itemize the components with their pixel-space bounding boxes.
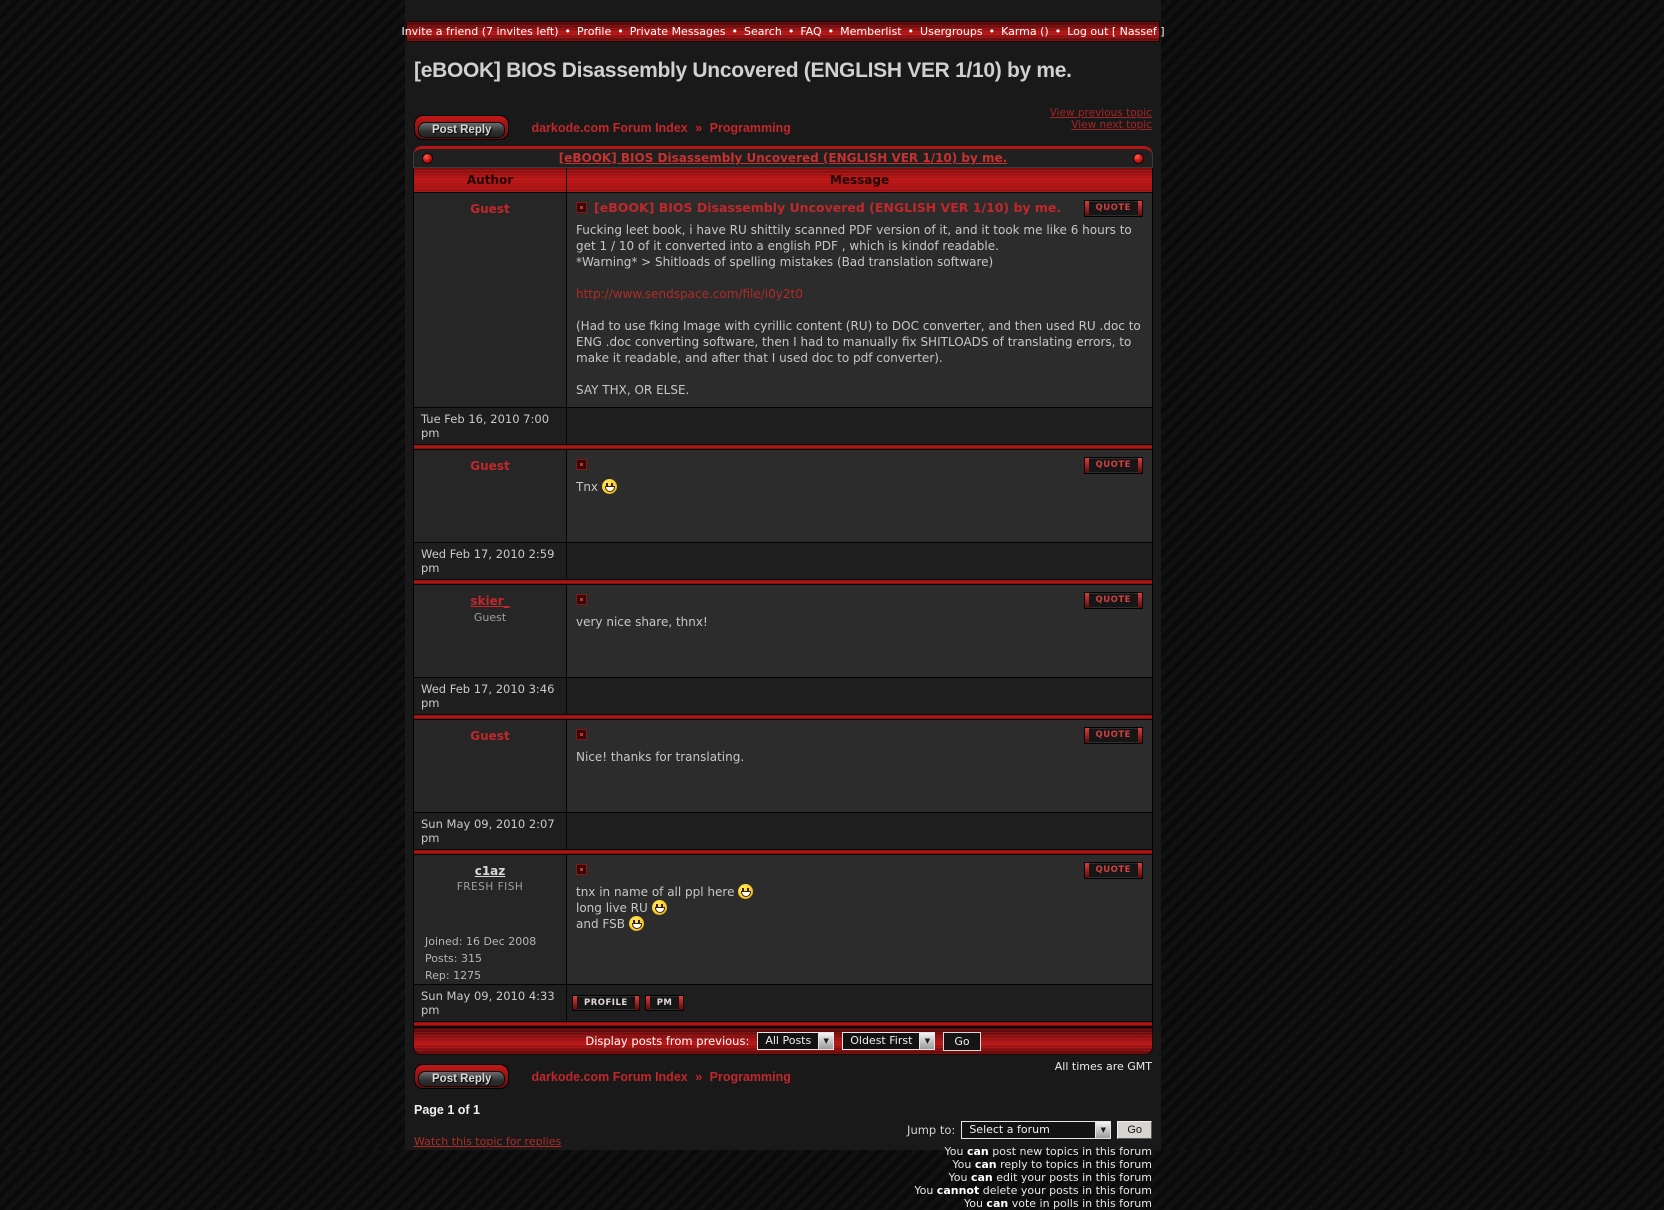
watch-topic-link[interactable]: Watch this topic for replies	[414, 1135, 562, 1148]
nav-invite-friend[interactable]: Invite a friend (7 invites left)	[401, 25, 559, 38]
jump-to-area	[907, 1121, 1152, 1210]
display-go-button[interactable]: Go	[943, 1032, 980, 1051]
post-body	[576, 749, 1143, 765]
topic-bullet-icon	[1134, 154, 1143, 163]
post-subject-row	[576, 727, 1143, 742]
post-reply-label: Post Reply	[418, 1071, 505, 1087]
quote-button[interactable]: QUOTE	[1084, 457, 1143, 474]
post-message-cell	[567, 855, 1152, 984]
top-toolbar	[414, 107, 1152, 140]
author-rank: FRESH FISH	[456, 881, 524, 893]
grin-smiley-icon	[629, 916, 644, 931]
permission-line: You can edit your posts in this forum	[948, 1171, 1152, 1184]
topic-title-link[interactable]: [eBOOK] BIOS Disassembly Uncovered (ENGLISH VER 1/10) by me.	[558, 151, 1008, 165]
page-title: [eBOOK] BIOS Disassembly Uncovered (ENGLISH VER 1/10) by me.	[414, 59, 1072, 82]
footer-area	[414, 1121, 1152, 1210]
posts-table	[413, 168, 1153, 1027]
quote-button[interactable]: QUOTE	[1084, 727, 1143, 744]
post-subject-row	[576, 457, 1143, 472]
posts-filter-value: All Posts	[765, 1034, 812, 1047]
post-timestamp: Sun May 09, 2010 4:33 pm	[414, 985, 566, 1021]
author-column-header: Author	[414, 168, 566, 192]
breadcrumb	[531, 1070, 790, 1084]
permission-line: You can post new topics in this forum	[944, 1145, 1152, 1158]
breadcrumb-section[interactable]: Programming	[709, 1069, 791, 1084]
post-message-cell	[567, 450, 1152, 542]
post-body	[576, 884, 1143, 932]
quote-button[interactable]: QUOTE	[1084, 592, 1143, 609]
author-name: Guest	[470, 202, 510, 216]
post-separator	[414, 1022, 1152, 1026]
breadcrumb-separator: »	[695, 1069, 703, 1084]
nav-separator: •	[787, 25, 795, 38]
message-column-header: Message	[567, 168, 1152, 192]
post-text: very nice share, thnx!	[576, 615, 708, 629]
posts-filter-select[interactable]	[757, 1032, 834, 1050]
post-timestamp: Tue Feb 16, 2010 7:00 pm	[414, 408, 566, 444]
jump-to-label: Jump to:	[907, 1123, 956, 1137]
post-subject: [eBOOK] BIOS Disassembly Uncovered (ENGLISH VER 1/10) by me.	[594, 200, 1062, 215]
post-message-cell	[567, 720, 1152, 812]
permission-line: You cannot delete your posts in this forum	[914, 1184, 1152, 1197]
sort-order-select[interactable]	[842, 1032, 935, 1050]
profile-button[interactable]: PROFILE	[572, 995, 640, 1012]
post-reply-button[interactable]	[414, 1064, 509, 1089]
post-body	[576, 222, 1143, 398]
post-footer-cell	[567, 678, 1152, 714]
author-name[interactable]: skier_	[470, 594, 510, 608]
post-paragraph: *Warning* > Shitloads of spelling mistakes (Bad translation software)	[576, 255, 994, 269]
post-text: tnx in name of all ppl here	[576, 885, 735, 899]
post-footer-cell	[567, 543, 1152, 579]
post-author-cell	[414, 193, 566, 407]
display-posts-bar	[413, 1027, 1153, 1055]
author-details	[414, 933, 566, 984]
topic-header-bar	[413, 146, 1153, 168]
dropdown-arrow-icon: ▼	[919, 1033, 934, 1049]
forum-page-panel	[401, 0, 1165, 1210]
forum-jump-select[interactable]	[961, 1121, 1111, 1139]
nav-search[interactable]: Search	[744, 25, 782, 38]
pm-button[interactable]: PM	[645, 995, 685, 1012]
nav-separator: •	[827, 25, 835, 38]
nav-memberlist[interactable]: Memberlist	[840, 25, 902, 38]
forum-permissions	[907, 1145, 1152, 1210]
post-icon	[576, 594, 587, 605]
post-timestamp: Wed Feb 17, 2010 2:59 pm	[414, 543, 566, 579]
post-body	[576, 614, 1143, 630]
quote-button[interactable]: QUOTE	[1084, 200, 1143, 217]
post-body	[576, 479, 1143, 495]
display-posts-label: Display posts from previous:	[585, 1034, 750, 1048]
nav-profile[interactable]: Profile	[577, 25, 612, 38]
post-reply-button[interactable]	[414, 115, 509, 140]
post-message-cell	[567, 193, 1152, 407]
sendspace-link[interactable]: http://www.sendspace.com/file/i0y2t0	[576, 287, 803, 301]
post-icon	[576, 729, 587, 740]
nav-faq[interactable]: FAQ	[800, 25, 822, 38]
post-author-cell	[414, 855, 566, 984]
post-footer-cell	[567, 985, 1152, 1021]
post-subject-row	[576, 862, 1143, 877]
jump-go-button[interactable]: Go	[1117, 1121, 1152, 1139]
forum-jump-value: Select a forum	[969, 1123, 1050, 1136]
nav-separator: •	[988, 25, 996, 38]
nav-separator: •	[617, 25, 624, 38]
all-times-label: All times are GMT	[1054, 1060, 1152, 1073]
nav-usergroups[interactable]: Usergroups	[920, 25, 983, 38]
post-author-cell	[414, 585, 566, 677]
post-separator	[414, 580, 1152, 584]
dropdown-arrow-icon: ▼	[818, 1033, 833, 1049]
author-rank: Guest	[473, 611, 507, 624]
breadcrumb-forum-index[interactable]: darkode.com Forum Index	[531, 1069, 688, 1084]
jump-to-row	[907, 1121, 1152, 1139]
post-author-cell	[414, 720, 566, 812]
topic-bullet-icon	[423, 154, 432, 163]
sort-order-value: Oldest First	[850, 1034, 913, 1047]
page-indicator: Page 1 of 1	[414, 1103, 480, 1117]
post-text: long live RU	[576, 901, 648, 915]
nav-separator: •	[731, 25, 739, 38]
grin-smiley-icon	[738, 884, 753, 899]
post-timestamp: Sun May 09, 2010 2:07 pm	[414, 813, 566, 849]
nav-separator: •	[564, 25, 572, 38]
post-icon	[576, 864, 587, 875]
post-separator	[414, 850, 1152, 854]
topic-navigation-links	[1050, 107, 1152, 131]
post-separator	[414, 445, 1152, 449]
author-rep: Rep: 1275	[425, 969, 482, 982]
author-name: Guest	[470, 729, 510, 743]
grin-smiley-icon	[602, 479, 617, 494]
grin-smiley-icon	[652, 900, 667, 915]
author-joined: Joined: 16 Dec 2008	[425, 935, 537, 948]
post-subject-row	[576, 200, 1143, 215]
top-navigation	[401, 21, 1165, 42]
post-separator	[414, 715, 1152, 719]
permission-line: You can vote in polls in this forum	[963, 1197, 1152, 1210]
post-paragraph: Fucking leet book, i have RU shittily scanned PDF version of it, and it took me like 6 hours to get 1 / 10 of it converted into a english PDF , which is kindof readable.	[576, 223, 1132, 253]
bottom-toolbar	[414, 1060, 1152, 1089]
post-icon	[576, 459, 587, 470]
post-author-cell	[414, 450, 566, 542]
breadcrumb-section[interactable]: Programming	[709, 120, 791, 135]
nav-logout[interactable]: Log out [ Nassef ]	[1067, 25, 1165, 38]
author-name[interactable]: c1az	[474, 864, 506, 878]
post-message-cell	[567, 585, 1152, 677]
post-text: Tnx	[576, 480, 599, 494]
nav-private-messages[interactable]: Private Messages	[629, 25, 726, 38]
dropdown-arrow-icon: ▼	[1095, 1122, 1110, 1138]
post-icon	[576, 202, 587, 213]
post-paragraph: (Had to use fking Image with cyrillic content (RU) to DOC converter, and then used RU .doc to ENG .doc converting software, then I had to manually fix SHITLOADS of translating errors, to make it readable, and after that I used doc to pdf converter).	[576, 319, 1141, 365]
post-reply-label: Post Reply	[418, 122, 505, 138]
author-name: Guest	[470, 459, 510, 473]
post-subject-row	[576, 592, 1143, 607]
post-timestamp: Wed Feb 17, 2010 3:46 pm	[414, 678, 566, 714]
quote-button[interactable]: QUOTE	[1084, 862, 1143, 879]
breadcrumb	[531, 121, 790, 135]
nav-separator: •	[1054, 25, 1062, 38]
nav-separator: •	[907, 25, 915, 38]
post-text: Nice! thanks for translating.	[576, 750, 745, 764]
view-previous-topic-link[interactable]: View previous topic	[1049, 107, 1152, 119]
post-footer-cell	[567, 408, 1152, 444]
view-next-topic-link[interactable]: View next topic	[1071, 119, 1152, 131]
post-paragraph: SAY THX, OR ELSE.	[576, 383, 690, 397]
permission-line: You can reply to topics in this forum	[952, 1158, 1152, 1171]
author-post-count: Posts: 315	[425, 952, 482, 965]
breadcrumb-separator: »	[695, 120, 703, 135]
nav-karma[interactable]: Karma ()	[1001, 25, 1049, 38]
breadcrumb-forum-index[interactable]: darkode.com Forum Index	[531, 120, 688, 135]
post-text: and FSB	[576, 917, 625, 931]
post-footer-cell	[567, 813, 1152, 849]
